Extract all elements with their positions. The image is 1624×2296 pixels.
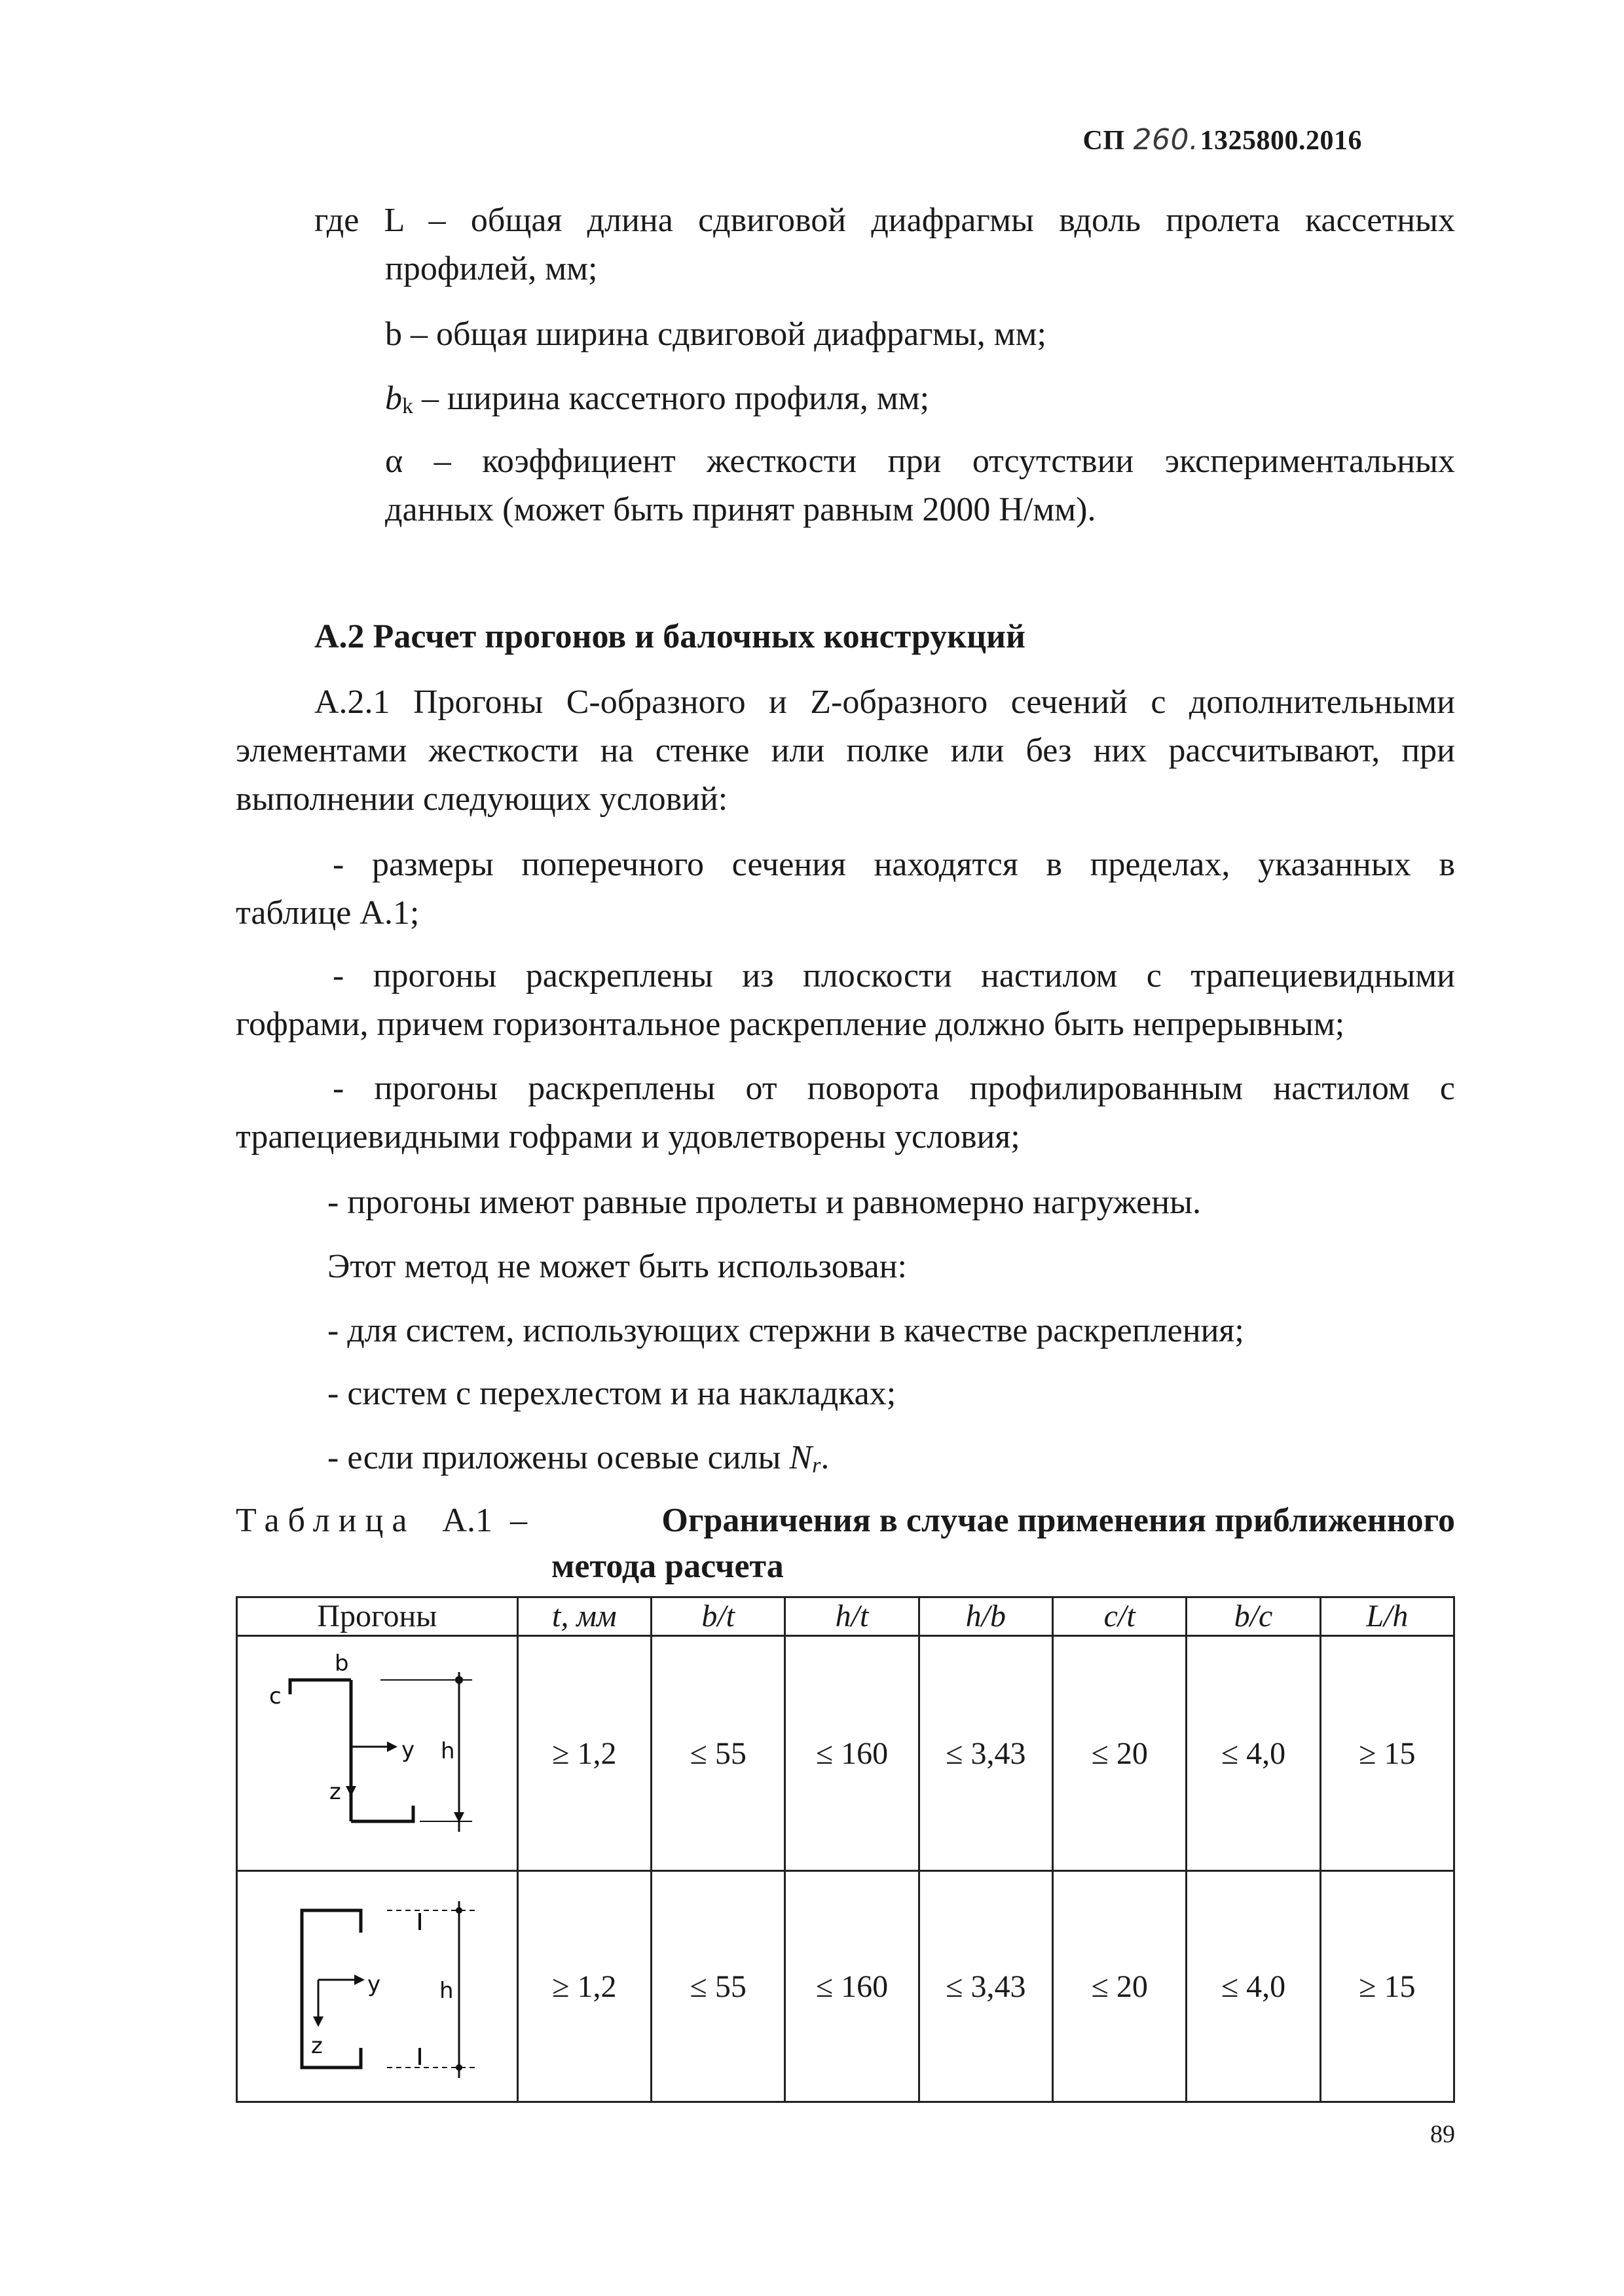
page-number: 89: [1430, 2121, 1455, 2148]
z-h-t: ≤ 160: [785, 1636, 919, 1871]
nr-subscript: r: [812, 1453, 821, 1478]
table-caption-number: А.1: [442, 1502, 492, 1539]
not-used-1: - для систем, использующих стержни в качестве раскрепления;: [327, 1312, 1244, 1349]
z-t: ≥ 1,2: [517, 1636, 651, 1871]
z-profile-sketch-cell: [237, 1636, 518, 1871]
c-L-h: ≥ 15: [1320, 1871, 1454, 2102]
para-1-line1: А.2.1 Прогоны С-образного и Z-образного сечений с дополнительными: [314, 683, 1455, 721]
def-L-line2: профилей, мм;: [385, 250, 598, 287]
nr-symbol: N: [789, 1439, 813, 1476]
def-L-line1: где L – общая длина сдвиговой диафрагмы вдоль пролета кассетных: [314, 202, 1455, 239]
bk-subscript: k: [402, 394, 413, 418]
cond-4: - прогоны имеют равные пролеты и равномерно нагружены.: [327, 1184, 1202, 1221]
cond-2-line1: - прогоны раскреплены из плоскости настилом с трапециевидными: [333, 957, 1455, 994]
header-h-t: h/t: [785, 1597, 919, 1636]
not-used-intro: Этот метод не может быть использован:: [327, 1248, 907, 1285]
c-b-t: ≤ 55: [652, 1871, 785, 2102]
def-bk: [385, 374, 929, 431]
c-t: ≥ 1,2: [517, 1871, 651, 2102]
table-header-row: [237, 1597, 1454, 1636]
header-b-c: b/c: [1187, 1597, 1320, 1636]
z-profile-sketch: [256, 1649, 498, 1858]
def-alpha-line1: α – коэффициент жесткости при отсутствии экспериментальных: [385, 443, 1455, 480]
table-caption-label: Таблица: [236, 1502, 416, 1539]
table-caption-title-line2: метода расчета: [551, 1548, 784, 1585]
not-used-3-end: .: [821, 1439, 830, 1476]
label-z: z: [329, 1779, 341, 1805]
z-b-c: ≤ 4,0: [1187, 1636, 1320, 1871]
bk-text: – ширина кассетного профиля, мм;: [422, 380, 930, 417]
label-b: b: [334, 1650, 349, 1677]
c-profile-sketch-cell: [237, 1871, 518, 2102]
cond-1-line2: таблице А.1;: [236, 894, 420, 932]
bk-symbol: b: [385, 380, 402, 417]
cond-1-line1: - размеры поперечного сечения находятся в пределах, указанных в: [333, 846, 1455, 883]
table-caption-dash: –: [509, 1502, 527, 1539]
def-b: b – общая ширина сдвиговой диафрагмы, мм;: [385, 316, 1046, 353]
limits-table: [236, 1596, 1455, 2103]
label-c: c: [268, 1683, 282, 1709]
cond-3-line2: трапециевидными гофрами и удовлетворены условия;: [236, 1118, 1020, 1156]
para-1-line3: выполнении следующих условий:: [236, 780, 728, 818]
z-b-t: ≤ 55: [652, 1636, 785, 1871]
cond-2-line2: гофрами, причем горизонтальное раскрепление должно быть непрерывным;: [236, 1006, 1345, 1043]
header-L-h: L/h: [1320, 1597, 1454, 1636]
c-h-t: ≤ 160: [785, 1871, 919, 2102]
table-caption-title-line1: Ограничения в случае применения приближенного: [661, 1502, 1455, 1539]
label-y: y: [401, 1737, 415, 1763]
not-used-2: - систем с перехлестом и на накладках;: [327, 1375, 896, 1412]
header-purlins: Прогоны: [237, 1597, 518, 1636]
label-y: y: [367, 1971, 380, 1997]
c-c-t: ≤ 20: [1053, 1871, 1187, 2102]
c-b-c: ≤ 4,0: [1187, 1871, 1320, 2102]
header-t: t, мм: [517, 1597, 651, 1636]
header-c-t: c/t: [1053, 1597, 1187, 1636]
handwritten-number: 260.: [1133, 123, 1199, 156]
z-h-b: ≤ 3,43: [919, 1636, 1052, 1871]
table-row: [237, 1871, 1454, 2102]
header-h-b: h/b: [919, 1597, 1052, 1636]
table-row: [237, 1636, 1454, 1871]
label-z: z: [310, 2033, 323, 2059]
c-profile-sketch: [256, 1882, 498, 2091]
label-h: h: [439, 1978, 454, 2004]
section-title: А.2 Расчет прогонов и балочных конструкций: [314, 618, 1025, 655]
z-c-t: ≤ 20: [1053, 1636, 1187, 1871]
not-used-3-text: - если приложены осевые силы: [327, 1439, 790, 1476]
label-h: h: [440, 1738, 455, 1764]
def-alpha-line2: данных (может быть принят равным 2000 Н/мм).: [385, 491, 1096, 528]
z-L-h: ≥ 15: [1320, 1636, 1454, 1871]
header-b-t: b/t: [652, 1597, 785, 1636]
table-caption: [236, 1497, 1455, 1545]
cond-3-line1: - прогоны раскреплены от поворота профилированным настилом с: [333, 1070, 1455, 1107]
c-h-b: ≤ 3,43: [919, 1871, 1052, 2102]
document-code: [1083, 123, 1362, 156]
para-1-line2: элементами жесткости на стенке или полке или без них рассчитывают, при: [236, 732, 1455, 769]
code-number: 1325800.2016: [1200, 126, 1362, 156]
code-prefix: СП: [1082, 126, 1125, 156]
not-used-3: [327, 1434, 829, 1490]
